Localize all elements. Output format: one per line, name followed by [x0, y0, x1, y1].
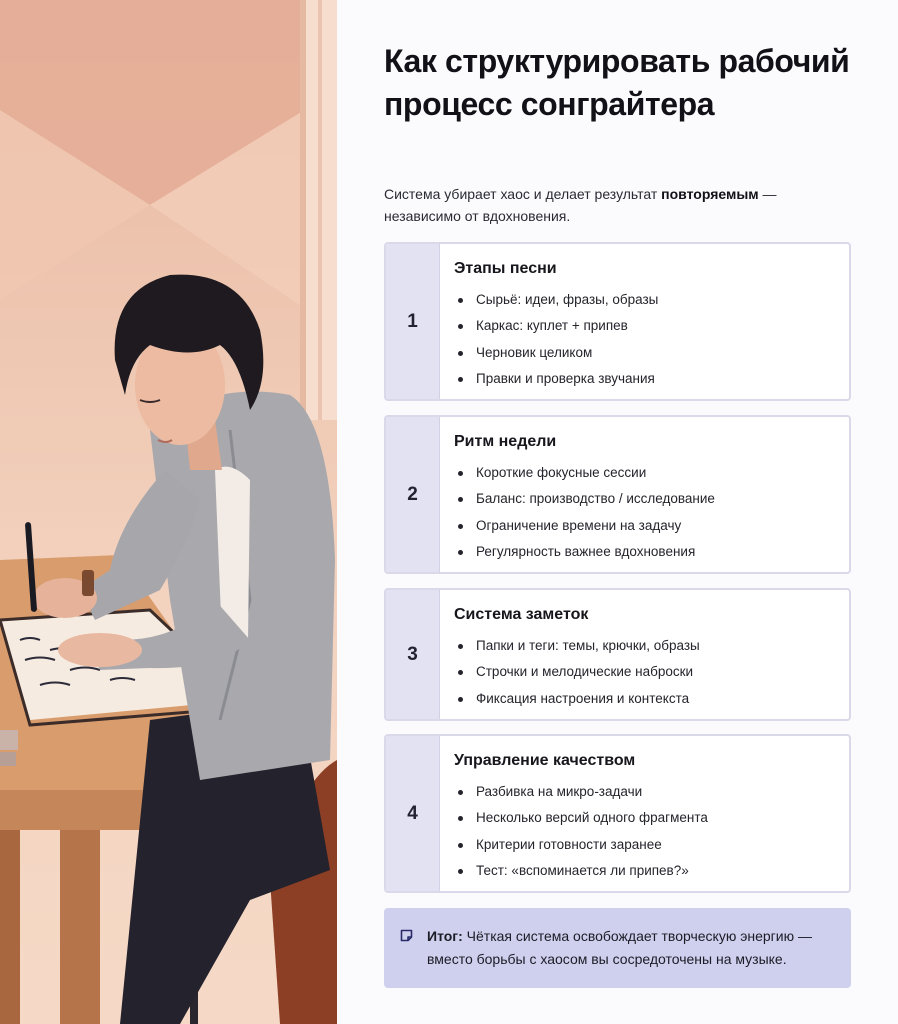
subtitle-bold: повторяемым [661, 186, 759, 202]
step-card-3 [384, 588, 851, 721]
list-item: Правки и проверка звучания [454, 366, 835, 392]
page-subtitle [384, 183, 852, 227]
list-item: Каркас: куплет + припев [454, 313, 835, 339]
step-number: 1 [386, 244, 440, 399]
songwriter-illustration [0, 0, 337, 1024]
list-item: Баланс: производство / исследование [454, 486, 835, 512]
list-item: Папки и теги: темы, крючки, образы [454, 633, 835, 659]
step-card-2 [384, 415, 851, 574]
step-list [454, 633, 835, 712]
step-title: Этапы песни [454, 260, 557, 277]
step-title: Ритм недели [454, 433, 557, 450]
list-item: Регулярность важнее вдохновения [454, 539, 835, 565]
subtitle-text-before: Система убирает хаос и делает результат [384, 186, 662, 202]
page-title: Как структурировать рабочий процесс сонграйтера [384, 43, 850, 122]
summary-label: Итог: [427, 928, 463, 944]
list-item: Короткие фокусные сессии [454, 460, 835, 486]
note-icon [400, 929, 413, 942]
step-card-4 [384, 734, 851, 893]
step-list [454, 460, 835, 565]
summary-text: Чёткая система освобождает творческую энергию — вместо борьбы с хаосом вы сосредоточены на музыке. [427, 928, 812, 967]
list-item: Ограничение времени на задачу [454, 513, 835, 539]
list-item: Критерии готовности заранее [454, 832, 835, 858]
subtitle-text-after: — независимо от вдохновения. [384, 186, 777, 224]
step-title: Управление качеством [454, 752, 636, 769]
list-item: Несколько версий одного фрагмента [454, 805, 835, 831]
list-item: Фиксация настроения и контекста [454, 686, 835, 712]
step-number: 2 [386, 417, 440, 572]
list-item: Тест: «вспоминается ли припев?» [454, 858, 835, 884]
step-number: 4 [386, 736, 440, 891]
step-card-1 [384, 242, 851, 401]
list-item: Сырьё: идеи, фразы, образы [454, 287, 835, 313]
list-item: Разбивка на микро-задачи [454, 779, 835, 805]
step-title: Система заметок [454, 606, 589, 623]
list-item: Строчки и мелодические наброски [454, 659, 835, 685]
step-list [454, 779, 835, 884]
step-list [454, 287, 835, 392]
summary-box [384, 908, 851, 988]
list-item: Черновик целиком [454, 340, 835, 366]
songwriter-illustration-svg [0, 0, 337, 1024]
step-number: 3 [386, 590, 440, 719]
